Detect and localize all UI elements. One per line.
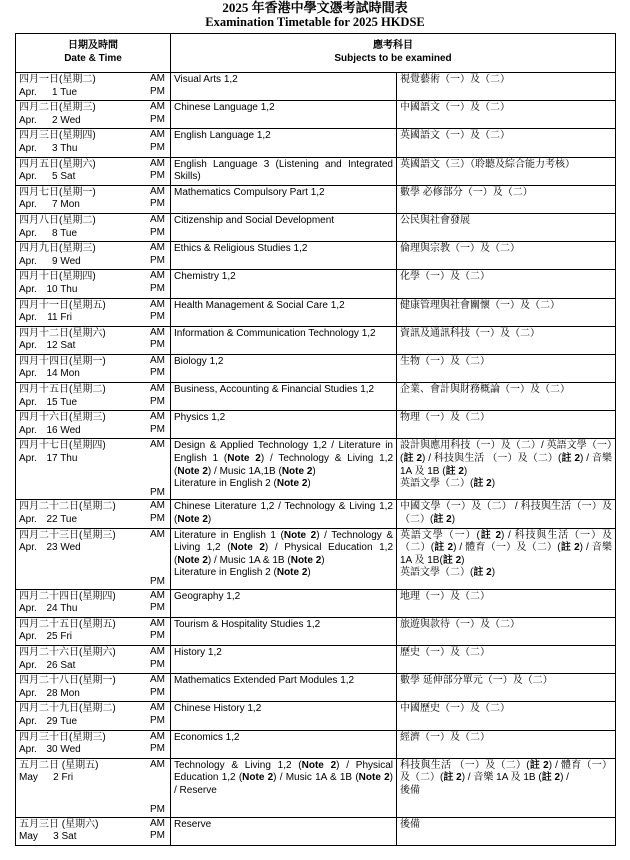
pm-label: PM: [150, 743, 165, 755]
am-label: AM: [150, 758, 165, 770]
date-en: Apr. 24 Thu: [19, 603, 78, 615]
exam-row: [16, 730, 616, 758]
am-label: AM: [150, 674, 165, 686]
date-zh: 四月三日(星期四): [19, 130, 96, 142]
subject-zh: 設計與應用科技（一）及（二）/ 英語文學（一）(註 2) / 科技與生活 （一）及（二）(註 2) / 音樂 1A 及 1B (註 2) 英語文學（二）(註 2): [397, 439, 616, 500]
exam-row: [16, 646, 616, 674]
subject-zh: 中國文學（一）及（二） / 科技與生活（一）及（二）(註 2): [397, 500, 616, 528]
pm-label: PM: [150, 141, 165, 153]
date-en: Apr. 7 Mon: [19, 199, 80, 211]
exam-row: [16, 326, 616, 354]
date-zh: 四月二十三日(星期三): [19, 529, 116, 541]
exam-row: [16, 500, 616, 528]
am-label: AM: [150, 129, 165, 141]
date-en: Apr. 17 Thu: [19, 453, 78, 465]
subject-en: Ethics & Religious Studies 1,2: [171, 242, 397, 270]
date-cell: [16, 589, 171, 617]
exam-row: [16, 270, 616, 298]
subject-en: Chinese History 1,2: [171, 702, 397, 730]
date-zh: 四月十日(星期四): [19, 271, 96, 283]
subject-en: Literature in English 1 (Note 2) / Technology & Living 1,2 (Note 2) / Physical Education 1,2 (Note 2) / Music 1A & 1B (Note 2) Literature in English 2 (Note 2): [171, 528, 397, 589]
date-en: May 2 Fri: [19, 772, 74, 784]
subject-en: Reserve: [171, 817, 397, 845]
date-en: Apr. 22 Tue: [19, 514, 78, 526]
am-label: AM: [150, 702, 165, 714]
date-cell: [16, 383, 171, 411]
date-en: Apr. 15 Tue: [19, 396, 78, 408]
am-label: AM: [150, 730, 165, 742]
header-subj-en: Subjects to be examined: [334, 53, 452, 64]
exam-row: [16, 383, 616, 411]
date-cell: [16, 129, 171, 157]
date-cell: [16, 326, 171, 354]
am-label: AM: [150, 298, 165, 310]
exam-row: [16, 354, 616, 382]
exam-row: [16, 589, 616, 617]
header-row: [16, 34, 616, 73]
exam-row: [16, 157, 616, 185]
pm-label: PM: [150, 367, 165, 379]
header-date: [16, 34, 171, 73]
pm-label: PM: [150, 830, 165, 842]
date-cell: [16, 298, 171, 326]
date-en: Apr. 29 Tue: [19, 715, 78, 727]
pm-label: PM: [150, 513, 165, 525]
pm-label: PM: [150, 170, 165, 182]
header-date-en: Date & Time: [64, 53, 122, 64]
date-cell: [16, 213, 171, 241]
subject-en: Technology & Living 1,2 (Note 2) / Physical Education 1,2 (Note 2) / Music 1A & 1B (Note 2) / Reserve: [171, 758, 397, 817]
subject-en: English Language 1,2: [171, 129, 397, 157]
date-en: Apr. 2 Wed: [19, 114, 81, 126]
subject-zh: 英語文學（一）(註 2) / 科技與生活（一）及（二）(註 2) / 體育（一）及（二）(註 2) / 音樂 1A 及 1B(註 2) 英語文學（二）(註 2): [397, 528, 616, 589]
subject-zh: 數學 必修部分（一）及（二）: [397, 185, 616, 213]
exam-row: [16, 617, 616, 645]
pm-label: PM: [150, 686, 165, 698]
am-label: AM: [150, 500, 165, 512]
pm-label: PM: [150, 85, 165, 97]
date-en: Apr. 11 Fri: [19, 312, 73, 324]
date-en: Apr. 3 Thu: [19, 142, 78, 154]
date-cell: [16, 500, 171, 528]
exam-row: [16, 674, 616, 702]
subject-en: Biology 1,2: [171, 354, 397, 382]
date-cell: [16, 702, 171, 730]
pm-label: PM: [150, 113, 165, 125]
am-label: AM: [150, 617, 165, 629]
header-subj-zh: 應考科目: [373, 40, 413, 52]
subject-zh: 物理（一）及（二）: [397, 411, 616, 439]
date-zh: 四月八日(星期二): [19, 214, 96, 226]
pm-label: PM: [150, 198, 165, 210]
date-en: May 3 Sat: [19, 831, 77, 843]
date-en: Apr. 9 Wed: [19, 255, 81, 267]
pm-label: PM: [150, 311, 165, 323]
subject-zh: 地理（一）及（二）: [397, 589, 616, 617]
exam-row: [16, 528, 616, 589]
subject-en: English Language 3 (Listening and Integrated Skills): [171, 157, 397, 185]
date-en: Apr. 25 Fri: [19, 631, 73, 643]
date-cell: [16, 101, 171, 129]
pm-label: PM: [150, 602, 165, 614]
subject-en: Health Management & Social Care 1,2: [171, 298, 397, 326]
date-cell: [16, 817, 171, 845]
date-en: Apr. 1 Tue: [19, 86, 78, 98]
pm-label: PM: [150, 714, 165, 726]
subject-zh: 數學 延伸部分單元（一）及（二）: [397, 674, 616, 702]
date-cell: [16, 646, 171, 674]
subject-en: Chinese Language 1,2: [171, 101, 397, 129]
subject-zh: 中國歷史（一）及（二）: [397, 702, 616, 730]
date-en: Apr. 23 Wed: [19, 542, 81, 554]
pm-label: PM: [150, 576, 165, 588]
exam-row: [16, 129, 616, 157]
am-label: AM: [150, 528, 165, 540]
am-label: AM: [150, 73, 165, 84]
timetable: [15, 33, 616, 846]
date-en: Apr. 30 Wed: [19, 744, 81, 756]
date-en: Apr. 28 Mon: [19, 687, 80, 699]
pm-label: PM: [150, 339, 165, 351]
date-zh: 四月二十八日(星期一): [19, 675, 116, 687]
subject-en: History 1,2: [171, 646, 397, 674]
date-cell: [16, 758, 171, 817]
date-cell: [16, 730, 171, 758]
am-label: AM: [150, 242, 165, 254]
date-zh: 四月十四日(星期一): [19, 355, 106, 367]
am-label: AM: [150, 646, 165, 657]
am-label: AM: [150, 270, 165, 282]
subject-zh: 旅遊與款待（一）及（二）: [397, 617, 616, 645]
date-cell: [16, 157, 171, 185]
subject-zh: 歷史（一）及（二）: [397, 646, 616, 674]
am-label: AM: [150, 817, 165, 829]
date-en: Apr. 5 Sat: [19, 171, 76, 183]
subject-en: Geography 1,2: [171, 589, 397, 617]
pm-label: PM: [150, 804, 165, 816]
exam-row: [16, 213, 616, 241]
exam-row: [16, 817, 616, 845]
am-label: AM: [150, 185, 165, 197]
exam-row: [16, 242, 616, 270]
exam-row: [16, 101, 616, 129]
pm-label: PM: [150, 630, 165, 642]
date-zh: 四月十七日(星期四): [19, 440, 106, 452]
subject-en: Chemistry 1,2: [171, 270, 397, 298]
pm-label: PM: [150, 282, 165, 294]
subject-en: Economics 1,2: [171, 730, 397, 758]
date-zh: 四月二十二日(星期二): [19, 501, 116, 513]
subject-en: Chinese Literature 1,2 / Technology & Living 1,2 (Note 2): [171, 500, 397, 528]
header-date-zh: 日期及時間: [68, 40, 118, 52]
pm-label: PM: [150, 658, 165, 670]
date-zh: 四月一日(星期二): [19, 74, 96, 85]
am-label: AM: [150, 326, 165, 338]
date-cell: [16, 354, 171, 382]
subject-zh: 化學（一）及（二）: [397, 270, 616, 298]
subject-zh: 生物（一）及（二）: [397, 354, 616, 382]
date-zh: 四月七日(星期一): [19, 186, 96, 198]
date-zh: 五月三日 (星期六): [19, 818, 99, 830]
date-en: Apr. 26 Sat: [19, 659, 76, 671]
date-en: Apr. 16 Wed: [19, 424, 81, 436]
date-cell: [16, 674, 171, 702]
date-zh: 四月二十五日(星期五): [19, 618, 116, 630]
date-cell: [16, 411, 171, 439]
subject-en: Citizenship and Social Development: [171, 213, 397, 241]
subject-en: Mathematics Extended Part Modules 1,2: [171, 674, 397, 702]
subject-en: Mathematics Compulsory Part 1,2: [171, 185, 397, 213]
date-cell: [16, 242, 171, 270]
exam-row: [16, 298, 616, 326]
header-subjects: [171, 34, 616, 73]
exam-row: [16, 758, 616, 817]
pm-label: PM: [150, 254, 165, 266]
timetable-body: [16, 73, 616, 846]
date-cell: [16, 73, 171, 101]
exam-row: [16, 185, 616, 213]
am-label: AM: [150, 439, 165, 451]
subject-zh: 視覺藝術（一）及（二）: [397, 73, 616, 101]
am-label: AM: [150, 589, 165, 601]
date-cell: [16, 617, 171, 645]
exam-row: [16, 702, 616, 730]
date-zh: 四月三十日(星期三): [19, 731, 106, 743]
am-label: AM: [150, 383, 165, 395]
timetable-title-zh: 2025 年香港中學文憑考試時間表: [222, 0, 408, 15]
subject-zh: 健康管理與社會關懷（一）及（二）: [397, 298, 616, 326]
am-label: AM: [150, 354, 165, 366]
date-zh: 四月九日(星期三): [19, 243, 96, 255]
date-zh: 四月二十九日(星期二): [19, 703, 116, 715]
date-zh: 四月十一日(星期五): [19, 299, 106, 311]
subject-en: Information & Communication Technology 1,2: [171, 326, 397, 354]
exam-row: [16, 411, 616, 439]
subject-zh: 英國語文（三）（聆聽及綜合能力考核）: [397, 157, 616, 185]
date-en: Apr. 12 Sat: [19, 340, 76, 352]
exam-row: [16, 439, 616, 500]
pm-label: PM: [150, 226, 165, 238]
subject-zh: 倫理與宗教（一）及（二）: [397, 242, 616, 270]
subject-zh: 後備: [397, 817, 616, 845]
subject-en: Design & Applied Technology 1,2 / Literature in English 1 (Note 2) / Technology & Living 1,2 (Note 2) / Music 1A,1B (Note 2) Literature in English 2 (Note 2): [171, 439, 397, 500]
date-zh: 四月二十六日(星期六): [19, 647, 116, 658]
pm-label: PM: [150, 395, 165, 407]
date-zh: 四月二十四日(星期四): [19, 590, 116, 602]
date-cell: [16, 528, 171, 589]
date-cell: [16, 439, 171, 500]
date-zh: 四月十六日(星期三): [19, 412, 106, 424]
subject-zh: 資訊及通訊科技（一）及（二）: [397, 326, 616, 354]
subject-zh: 中國語文（一）及（二）: [397, 101, 616, 129]
subject-zh: 公民與社會發展: [397, 213, 616, 241]
timetable-title-en: Examination Timetable for 2025 HKDSE: [205, 15, 425, 29]
am-label: AM: [150, 411, 165, 423]
date-zh: 四月二日(星期三): [19, 102, 96, 114]
am-label: AM: [150, 213, 165, 225]
subject-zh: 經濟（一）及（二）: [397, 730, 616, 758]
date-en: Apr. 10 Thu: [19, 283, 78, 295]
date-zh: 四月五日(星期六): [19, 158, 96, 170]
subject-zh: 英國語文（一）及（二）: [397, 129, 616, 157]
subject-en: Physics 1,2: [171, 411, 397, 439]
date-en: Apr. 14 Mon: [19, 368, 80, 380]
subject-en: Visual Arts 1,2: [171, 73, 397, 101]
subject-en: Business, Accounting & Financial Studies 1,2: [171, 383, 397, 411]
date-zh: 四月十五日(星期二): [19, 384, 106, 396]
subject-zh: 企業、會計與財務概論（一）及（二）: [397, 383, 616, 411]
date-cell: [16, 185, 171, 213]
pm-label: PM: [150, 423, 165, 435]
date-en: Apr. 8 Tue: [19, 227, 78, 239]
subject-en: Tourism & Hospitality Studies 1,2: [171, 617, 397, 645]
date-zh: 四月十二日(星期六): [19, 327, 106, 339]
subject-zh: 科技與生活 （一）及（二）(註 2) / 體育（一）及（二）(註 2) / 音樂 1A 及 1B (註 2) / 後備: [397, 758, 616, 817]
date-zh: 五月二日 (星期五): [19, 759, 99, 771]
pm-label: PM: [150, 486, 165, 498]
am-label: AM: [150, 157, 165, 169]
date-cell: [16, 270, 171, 298]
am-label: AM: [150, 101, 165, 113]
exam-row: [16, 73, 616, 101]
